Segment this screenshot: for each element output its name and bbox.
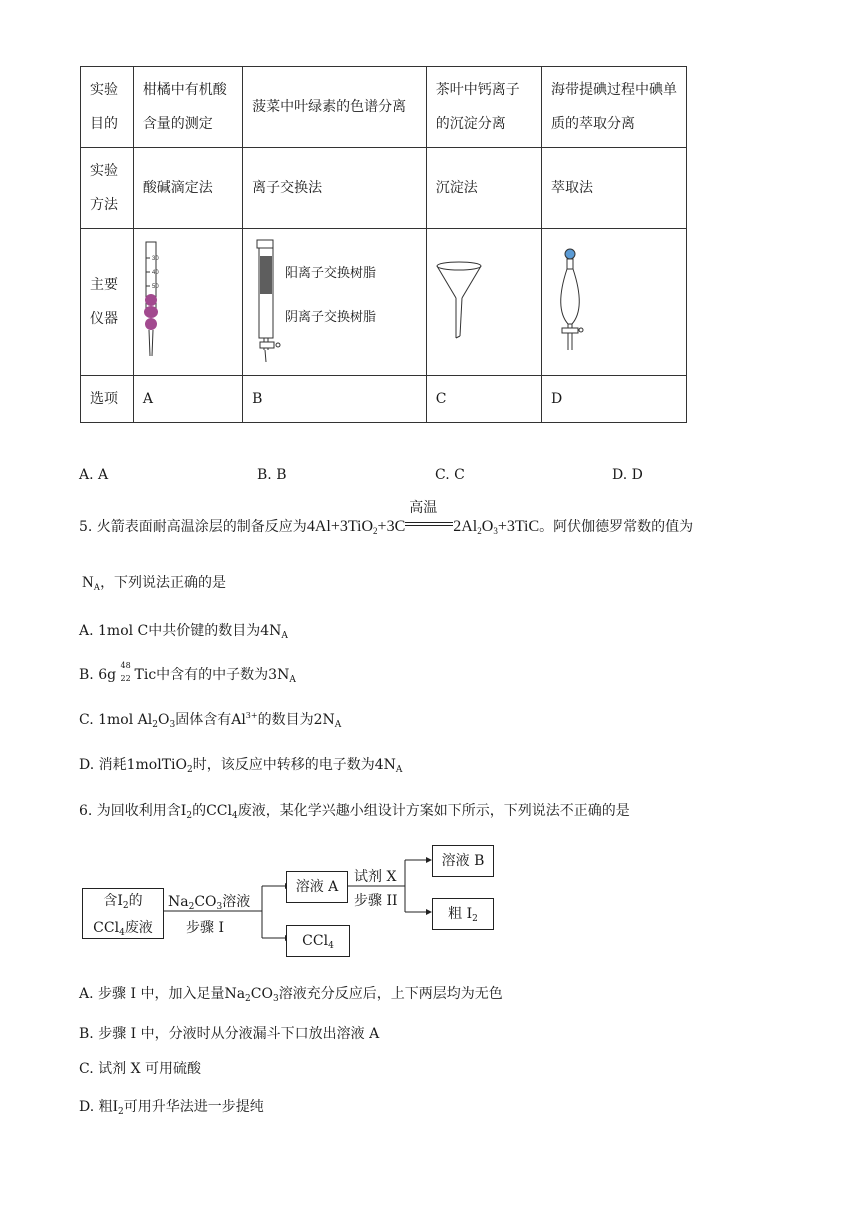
flow-step1-na: Na (168, 894, 189, 910)
q5-choice-b-text: B. 6g (79, 667, 117, 683)
flow-step1-co: CO (194, 894, 217, 910)
method-c: 沉淀法 (426, 148, 541, 229)
q4-choice-c[interactable]: C. C (435, 467, 465, 483)
q5-stem-line2: $N_A$，下列说法正确的是 (82, 574, 227, 592)
q6-stem: 6. 为回收利用含$I_2$的CCl$_4$废液，某化学兴趣小组设计方案如下所示，下列说法不正确的是 (79, 803, 630, 821)
q5-stem-suffix: 。阿伏伽德罗常数的值为 (539, 519, 694, 535)
q5-condition: 高温 (409, 500, 438, 516)
q6-choice-c[interactable]: C. 试剂 X 可用硫酸 (79, 1061, 201, 1077)
q4-choice-a[interactable]: A. A (79, 467, 109, 483)
flow-ccl4-box: CCl$_4$ (286, 925, 350, 957)
q6-stem-a: 6. 为回收利用含I (79, 803, 187, 819)
flow-start-line2b: 废液 (124, 920, 153, 936)
q5-choice-c-mid: 固体含有Al (175, 712, 246, 728)
anion-resin-label: 阴离子交换树脂 (285, 310, 377, 325)
burette-tick-30: 30 (152, 256, 159, 262)
method-b: 离子交换法 (243, 148, 427, 229)
flow-start-line1: 含I (103, 893, 123, 909)
q6-choice-a-end: 溶液充分反应后，上下两层均为无色 (278, 986, 503, 1002)
q5-choice-a-text: A. 1mol C中共价键的数目为4N (79, 623, 282, 639)
q4-choice-b[interactable]: B. B (257, 467, 287, 483)
q6-choice-a-pre: A. 步骤 I 中，加入足量Na (79, 986, 246, 1002)
flow-crude-iodine-box: 粗 $I_2$ (432, 898, 494, 930)
q6-choice-d-end: 可用升华法进一步提纯 (123, 1099, 264, 1115)
q5-stem: 5. 火箭表面耐高温涂层的制备反应为4Al+3TiO$_2$+3C 高温 $2Al_2O_3+3TiC$。阿伏伽德罗常数的值为 (79, 515, 693, 536)
method-d: 萃取法 (541, 148, 686, 229)
flow-step1-solution: 溶液 (222, 894, 251, 910)
q5-choice-c-end: 的数目为2N (257, 712, 335, 728)
q5-choice-d-text: D. 消耗1molTiO (79, 757, 188, 773)
flow-step1-reagent: $Na_2CO_3$溶液 (168, 894, 251, 912)
q4-choice-d[interactable]: D. D (612, 467, 643, 483)
flow-start-box: 含$I_2$的 CCl$_4$废液 (82, 888, 164, 939)
q6-choice-d[interactable]: D. 粗$I_2$可用升华法进一步提纯 (79, 1098, 264, 1117)
row-header-apparatus: 主要仪器 (81, 229, 134, 376)
q5-choice-b[interactable]: B. 6g 48 22 Tic中含有的中子数为$3N_A$ (79, 661, 296, 685)
purpose-b: 菠菜中叶绿素的色谱分离 (243, 67, 427, 148)
flow-ccl4-text: CCl (302, 933, 329, 949)
row-header-method: 实验方法 (81, 148, 134, 229)
q5-choice-a[interactable]: A. 1mol C中共价键的数目为$4N_A$ (79, 623, 288, 641)
q5-stem-prefix: 5. 火箭表面耐高温涂层的制备反应为 (79, 519, 307, 535)
row-header-option: 选项 (81, 376, 134, 423)
flow-step1-label: 步骤 I (186, 920, 224, 936)
method-a: 酸碱滴定法 (133, 148, 242, 229)
q5-choice-b-rest: Tic中含有的中子数为3N (134, 667, 290, 683)
q5-stem-line2-text: ，下列说法正确的是 (100, 575, 227, 591)
burette-tick-40: 40 (152, 270, 159, 276)
flow-reagent-label: 试剂 X (354, 869, 397, 885)
q5-choice-c-pre: C. 1mol Al (79, 712, 153, 728)
option-c: C (426, 376, 541, 423)
option-d: D (541, 376, 686, 423)
purpose-c: 茶叶中钙离子的沉淀分离 (426, 67, 541, 148)
q5-choice-c[interactable]: C. 1mol $Al_2O_3$固体含有$Al^{3+}$的数目为$2N_A$ (79, 711, 342, 730)
q6-choice-a[interactable]: A. 步骤 I 中，加入足量$Na_2CO_3$溶液充分反应后，上下两层均为无色 (79, 986, 503, 1004)
q5-choice-d-rest: 时，该反应中转移的电子数为4N (192, 757, 396, 773)
isotope-notation: 48 22 (120, 661, 131, 683)
q5-choice-d[interactable]: D. 消耗1molTiO$_2$时，该反应中转移的电子数为$4N_A$ (79, 757, 403, 775)
flow-start-line1b: 的 (128, 893, 143, 909)
burette-tick-50: 50 (152, 284, 159, 290)
option-a: A (133, 376, 242, 423)
cation-resin-label: 阳离子交换树脂 (285, 266, 377, 281)
purpose-d: 海带提碘过程中碘单质的萃取分离 (541, 67, 686, 148)
q6-stem-c: 废液，某化学兴趣小组设计方案如下所示，下列说法不正确的是 (237, 803, 630, 819)
flow-step2-label: 步骤 II (354, 893, 398, 909)
row-header-purpose: 实验目的 (81, 67, 134, 148)
option-b: B (243, 376, 427, 423)
flow-solution-a-box: 溶液 A (286, 871, 348, 903)
q6-stem-b: 的CCl (192, 803, 232, 819)
q6-choice-a-mid: CO (250, 986, 273, 1002)
purpose-a: 柑橘中有机酸含量的测定 (133, 67, 242, 148)
q6-choice-d-pre: D. 粗 (79, 1099, 113, 1115)
flow-crude-text: 粗 I (448, 906, 473, 922)
q6-choice-b[interactable]: B. 步骤 I 中，分液时从分液漏斗下口放出溶液 A (79, 1026, 380, 1042)
flow-solution-b-box: 溶液 B (432, 845, 494, 877)
flow-start-line2: CCl (93, 920, 120, 936)
